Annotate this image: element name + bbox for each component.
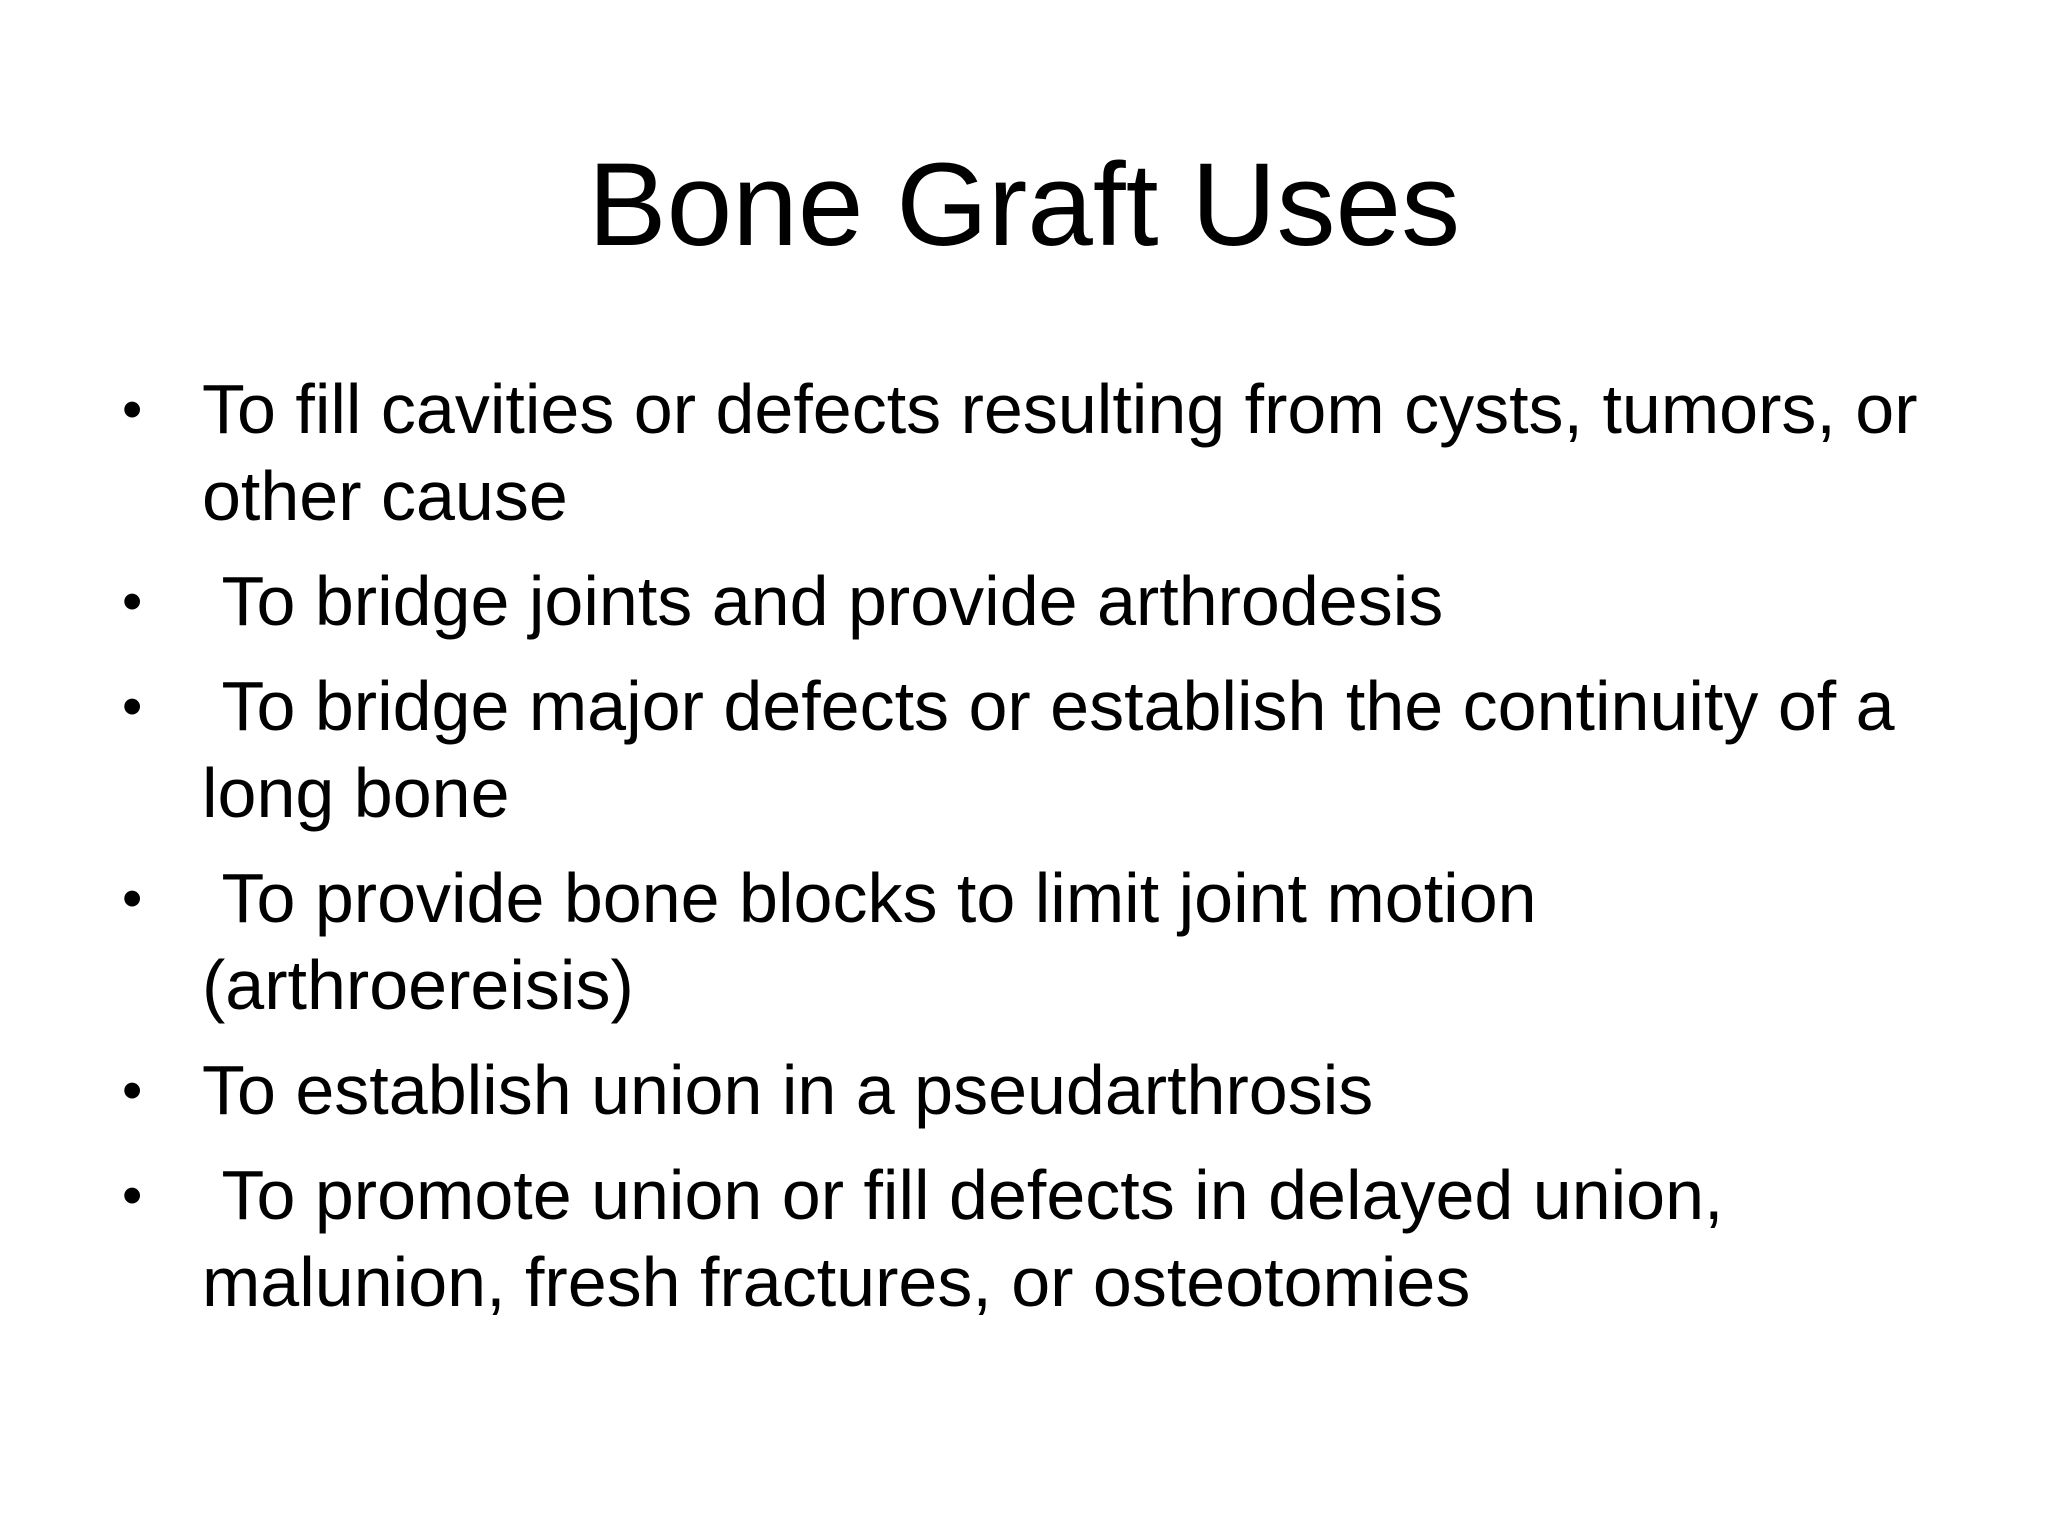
bullet-list	[122, 366, 1982, 1344]
bullet-text: To bridge joints and provide arthrodesis	[202, 562, 1444, 640]
slide-title: Bone Graft Uses	[587, 139, 1461, 271]
bullet-text: To provide bone blocks to limit joint motion (arthroereisis)	[202, 859, 1557, 1024]
bullet-item	[122, 663, 1982, 837]
bullet-item	[122, 1152, 1982, 1326]
bullet-item	[122, 366, 1982, 540]
bullet-icon: •	[122, 1163, 143, 1228]
bullet-icon: •	[122, 866, 143, 931]
bullet-icon: •	[122, 1058, 143, 1123]
bullet-item	[122, 1047, 1982, 1134]
bullet-text: To fill cavities or defects resulting from cysts, tumors, or other cause	[202, 370, 1937, 535]
bullet-item	[122, 558, 1982, 645]
bullet-item	[122, 855, 1982, 1029]
bullet-text: To bridge major defects or establish the continuity of a long bone	[202, 667, 1915, 832]
bullet-icon: •	[122, 569, 143, 634]
bullet-text: To establish union in a pseudarthrosis	[202, 1051, 1374, 1129]
bullet-icon: •	[122, 674, 143, 739]
bullet-text: To promote union or fill defects in delayed union, malunion, fresh fractures, or osteotomies	[202, 1156, 1743, 1321]
bullet-icon: •	[122, 377, 143, 442]
